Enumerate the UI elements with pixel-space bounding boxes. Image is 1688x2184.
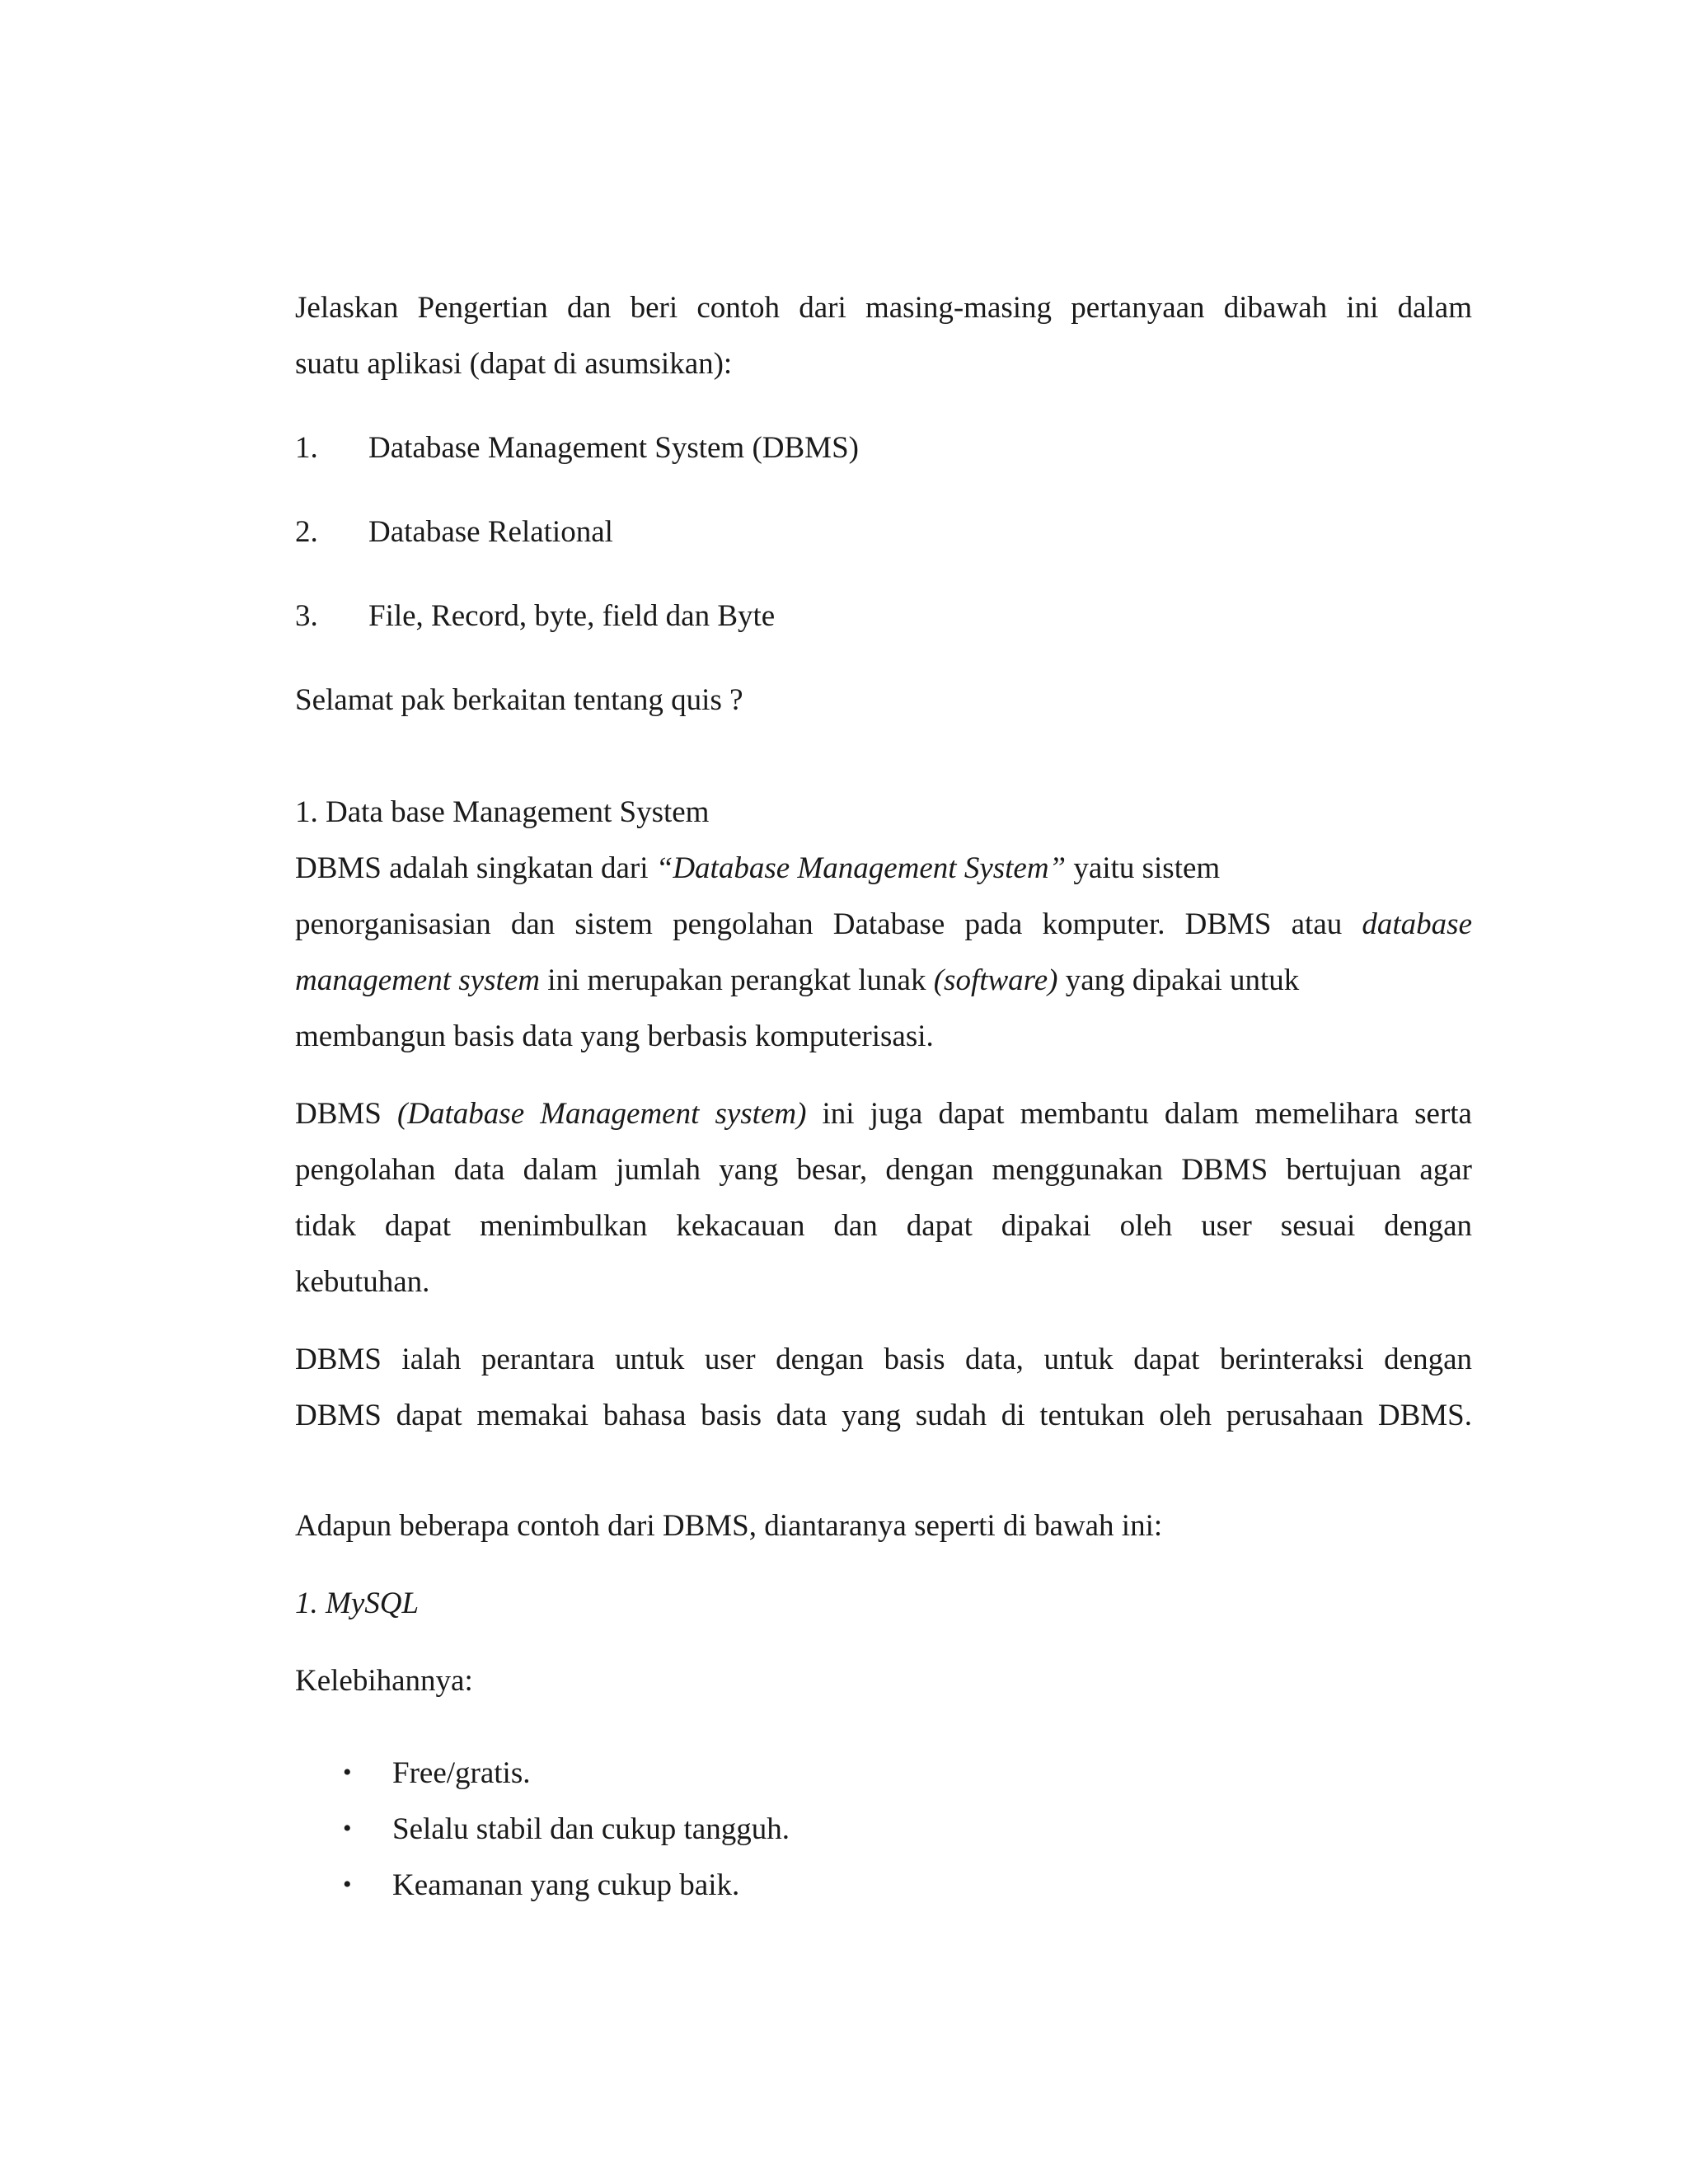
definition-line-2: [295, 907, 1472, 942]
greeting-text: Selamat pak berkaitan tentang quis ?: [295, 683, 743, 717]
question-item-1: [295, 430, 1472, 471]
question-text: File, Record, byte, field dan Byte: [368, 599, 776, 633]
section-heading: [295, 794, 1472, 830]
question-text: Database Relational: [368, 515, 613, 549]
definition-line-3: [295, 963, 1472, 998]
italic-term: (Database Management system): [396, 1097, 807, 1131]
example-title: [295, 1586, 1472, 1621]
paragraph-3-line-2: DBMS dapat memakai bahasa basis data yang sudah di tentukan oleh perusahaan DBMS.: [295, 1399, 1472, 1432]
paragraph-3-line-1: DBMS ialah perantara untuk user dengan basis data, untuk dapat berinteraksi dengan: [295, 1343, 1472, 1376]
list-item: [295, 1811, 1472, 1853]
dbms-paragraph-2-line-4: [295, 1264, 1472, 1300]
question-item-2: [295, 514, 1472, 555]
greeting-line: [295, 682, 1472, 718]
italic-term: management system: [295, 963, 540, 997]
text-run: ini merupakan perangkat lunak: [539, 963, 934, 997]
paragraph-2-line-4: kebutuhan.: [295, 1265, 430, 1299]
intro-line-1: Jelaskan Pengertian dan beri contoh dari masing-masing pertanyaan dibawah ini dalam: [295, 291, 1472, 325]
text-run: DBMS adalah singkatan dari: [295, 851, 656, 885]
question-item-3: [295, 598, 1472, 640]
text-run: ini juga dapat membantu dalam memelihara serta: [806, 1097, 1472, 1131]
list-item-text: Keamanan yang cukup baik.: [392, 1868, 740, 1902]
list-item-text: Free/gratis.: [392, 1756, 531, 1790]
list-item-text: Selalu stabil dan cukup tangguh.: [392, 1812, 790, 1846]
paragraph-2-line-1: [295, 1096, 1472, 1132]
dbms-paragraph-3-line-1: [295, 1342, 1472, 1377]
dbms-definition-line-2: [295, 907, 1472, 942]
dbms-paragraph-2-line-2: [295, 1152, 1472, 1188]
dbms-definition-line-1: [295, 851, 1472, 886]
paragraph-2-line-2: pengolahan data dalam jumlah yang besar, dengan menggunakan DBMS bertujuan agar: [295, 1153, 1472, 1187]
examples-intro: [295, 1508, 1472, 1544]
bullet-icon: •: [343, 1871, 352, 1898]
italic-term: database: [1362, 907, 1472, 941]
text-run: DBMS: [295, 1097, 397, 1131]
advantages-label-text: Kelebihannya:: [295, 1664, 473, 1698]
dbms-paragraph-3-line-2: [295, 1398, 1472, 1433]
dbms-paragraph-2-line-3: [295, 1208, 1472, 1244]
list-item: [295, 1755, 1472, 1797]
section-heading-text: 1. Data base Management System: [295, 795, 710, 829]
dbms-definition-line-3: [295, 963, 1472, 998]
question-number: 2.: [295, 515, 318, 549]
examples-intro-text: Adapun beberapa contoh dari DBMS, diantaranya seperti di bawah ini:: [295, 1509, 1163, 1543]
definition-line-4: membangun basis data yang berbasis komputerisasi.: [295, 1019, 934, 1053]
list-item: [295, 1868, 1472, 1909]
paragraph-2-line-3: tidak dapat menimbulkan kekacauan dan dapat dipakai oleh user sesuai dengan: [295, 1209, 1472, 1243]
text-run: yang dipakai untuk: [1057, 963, 1300, 997]
text-run: yaitu sistem: [1066, 851, 1221, 885]
question-number: 1.: [295, 431, 318, 465]
italic-term: “Database Management System”: [655, 851, 1067, 885]
definition-line-1: [295, 851, 1472, 886]
intro-paragraph-line-2: [295, 346, 1472, 382]
italic-term: (software): [933, 963, 1058, 997]
dbms-paragraph-2-line-1: [295, 1096, 1472, 1132]
dbms-definition-line-4: [295, 1019, 1472, 1054]
intro-paragraph: [295, 290, 1472, 326]
question-number: 3.: [295, 599, 318, 633]
question-text: Database Management System (DBMS): [368, 431, 859, 465]
text-run: penorganisasian dan sistem pengolahan Database pada komputer. DBMS atau: [295, 907, 1362, 941]
example-title-text: 1. MySQL: [295, 1586, 420, 1620]
intro-line-2: suatu aplikasi (dapat di asumsikan):: [295, 347, 733, 381]
bullet-icon: •: [343, 1815, 352, 1842]
bullet-icon: •: [343, 1759, 352, 1786]
advantages-label: [295, 1663, 1472, 1699]
